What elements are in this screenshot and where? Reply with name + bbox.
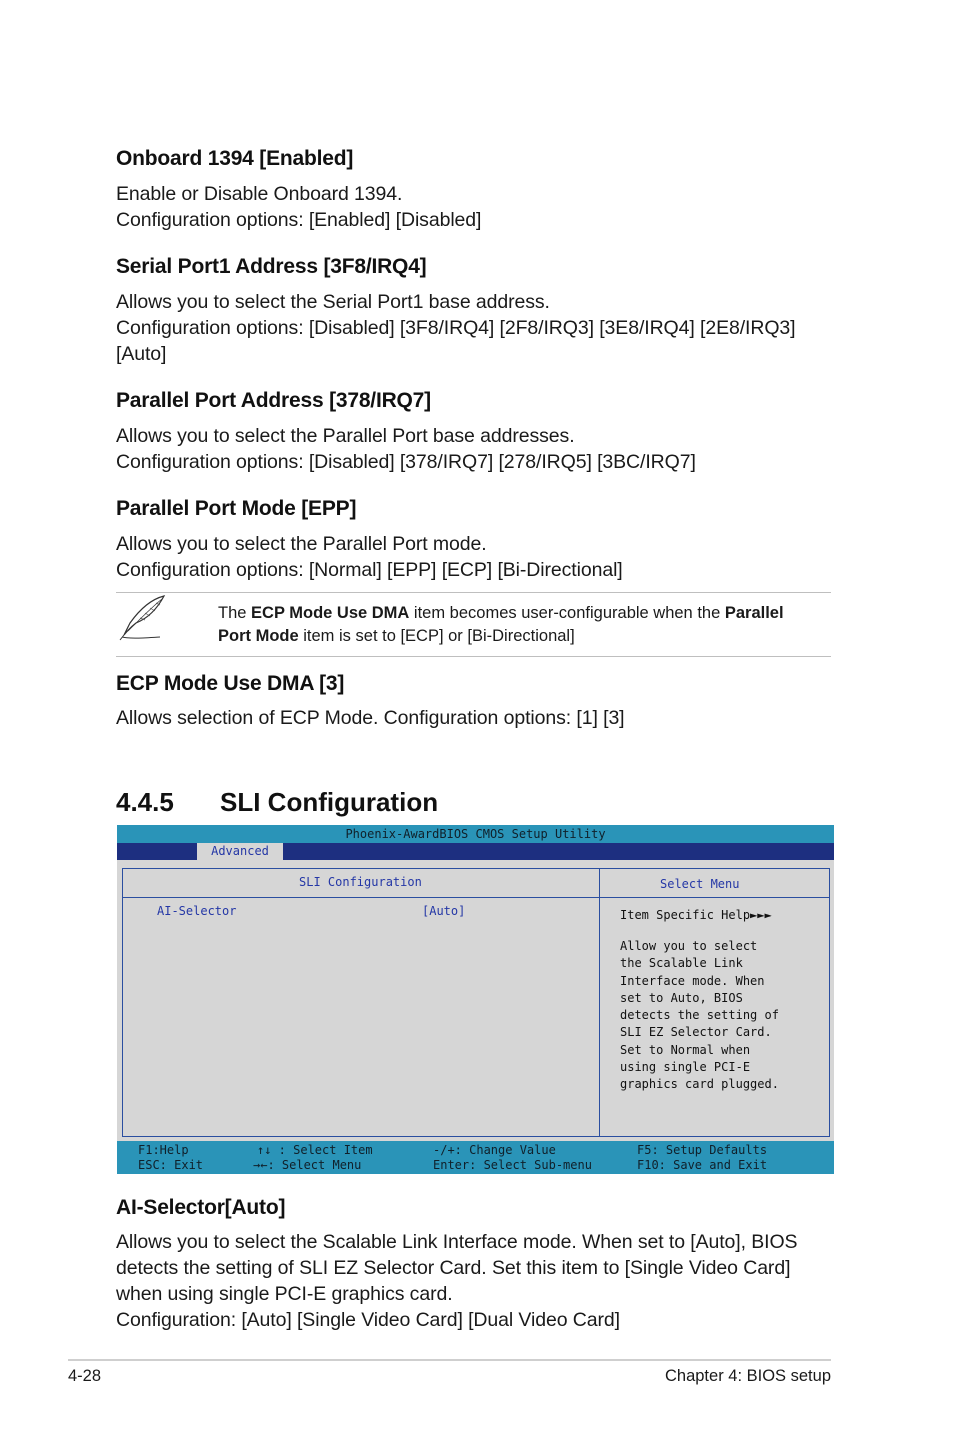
key-setup-defaults: F5: Setup Defaults: [637, 1143, 768, 1157]
section-title-parallel-port-address: Parallel Port Address [378/IRQ7]: [116, 389, 431, 412]
bios-screen: [117, 825, 834, 1174]
panel-title: SLI Configuration: [299, 875, 422, 889]
section-text: Allows you to select the Parallel Port mode.: [116, 533, 487, 555]
section-text: detects the setting of SLI EZ Selector Card. Set this item to [Single Video Card]: [116, 1257, 791, 1279]
key-exit: ESC: Exit: [138, 1158, 204, 1172]
footer-rule: [68, 1359, 831, 1361]
section-title-onboard-1394: Onboard 1394 [Enabled]: [116, 147, 354, 170]
panel-header-line: [123, 897, 829, 898]
tab-advanced[interactable]: Advanced: [197, 843, 283, 860]
section-text: Allows you to select the Scalable Link Interface mode. When set to [Auto], BIOS: [116, 1231, 798, 1253]
chapter-heading: [116, 787, 438, 818]
help-heading: Item Specific Help►►►: [620, 908, 772, 922]
key-change-value: -/+: Change Value: [433, 1143, 556, 1157]
key-sub-menu: Enter: Select Sub-menu: [433, 1158, 592, 1172]
section-text: Allows you to select the Serial Port1 base address.: [116, 291, 550, 313]
note-box: [116, 592, 831, 657]
chapter-number: 4.4.5: [116, 787, 174, 817]
key-select-item: ↑↓ : Select Item: [257, 1143, 373, 1157]
feather-pen-icon: [116, 593, 176, 643]
section-text: Configuration options: [Disabled] [378/IRQ7] [278/IRQ5] [3BC/IRQ7]: [116, 451, 696, 473]
note-text: The ECP Mode Use DMA item becomes user-configurable when the Parallel Port Mode item is set to [ECP] or [Bi-Directional]: [218, 604, 784, 645]
section-title-ai-selector: AI-Selector[Auto]: [116, 1196, 286, 1219]
key-save-exit: F10: Save and Exit: [637, 1158, 768, 1172]
bios-menu-bar: [117, 843, 834, 860]
section-text: Configuration options: [Disabled] [3F8/IRQ4] [2F8/IRQ3] [3E8/IRQ4] [2E8/IRQ3]: [116, 317, 796, 339]
section-text: [Auto]: [116, 343, 167, 365]
ai-selector-value[interactable]: [Auto]: [422, 904, 466, 918]
ai-selector-label[interactable]: AI-Selector: [157, 904, 237, 918]
section-text: when using single PCI-E graphics card.: [116, 1283, 453, 1305]
help-text: Allow you to select the Scalable Link Interface mode. When set to Auto, BIOS detects the setting of SLI EZ Selector Card. Set to Normal when using single PCI-E graphics card plugged.: [620, 939, 779, 1092]
bios-panel: [122, 868, 830, 1137]
panel-divider: [599, 869, 600, 1136]
section-title-parallel-port-mode: Parallel Port Mode [EPP]: [116, 497, 357, 520]
bios-key-legend: [117, 1141, 834, 1174]
chapter-title: SLI Configuration: [220, 787, 439, 817]
key-help: F1:Help: [138, 1143, 189, 1157]
help-panel-title: Select Menu: [660, 877, 740, 891]
key-select-menu: →←: Select Menu: [253, 1158, 362, 1172]
section-text: Configuration options: [Enabled] [Disabled]: [116, 209, 482, 231]
section-title-ecp-mode-dma: ECP Mode Use DMA [3]: [116, 672, 345, 695]
section-text: Enable or Disable Onboard 1394.: [116, 183, 403, 205]
chapter-footer: Chapter 4: BIOS setup: [664, 1367, 831, 1385]
page-number: 4-28: [68, 1367, 102, 1385]
section-text: Configuration: [Auto] [Single Video Card] [Dual Video Card]: [116, 1309, 620, 1331]
section-text: Configuration options: [Normal] [EPP] [ECP] [Bi-Directional]: [116, 559, 623, 581]
section-title-serial-port1: Serial Port1 Address [3F8/IRQ4]: [116, 255, 427, 278]
bios-title-bar: Phoenix-AwardBIOS CMOS Setup Utility: [117, 825, 834, 843]
section-text: Allows you to select the Parallel Port base addresses.: [116, 425, 575, 447]
section-text: Allows selection of ECP Mode. Configuration options: [1] [3]: [116, 707, 625, 729]
